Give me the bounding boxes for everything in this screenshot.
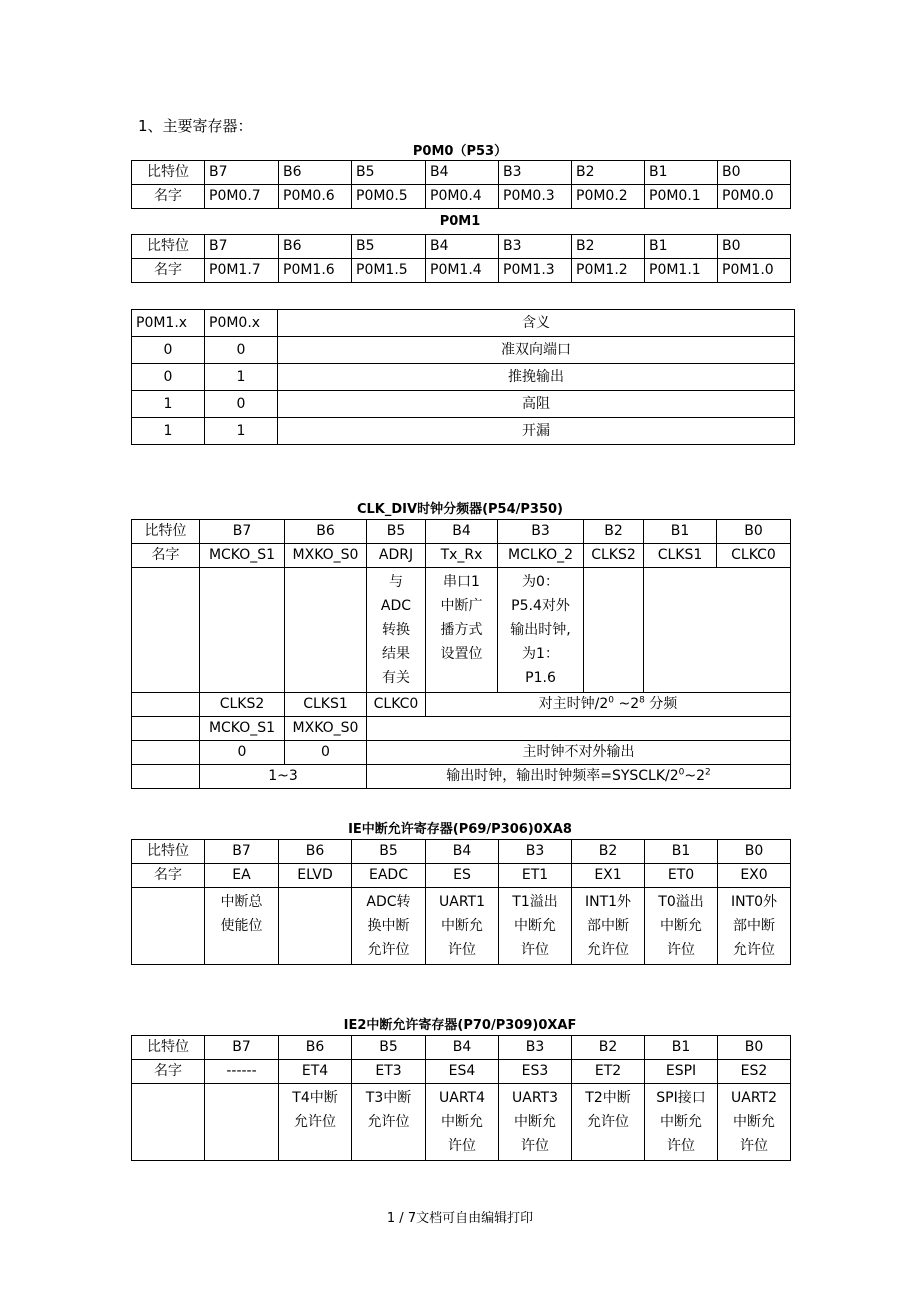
table-cell: B3	[498, 520, 584, 544]
table-cell: B1	[645, 235, 718, 259]
table-cell: P0M1.0	[718, 259, 791, 283]
table-cell: B5	[352, 161, 426, 185]
bit-description	[132, 1084, 205, 1161]
table-row	[132, 864, 791, 888]
section-heading: 1、主要寄存器：	[138, 117, 253, 135]
description-line: 结果	[382, 646, 410, 662]
table-cell: P0M0.5	[352, 185, 426, 209]
table-cell: B5	[352, 235, 426, 259]
table-cell: 推挽输出	[278, 364, 795, 391]
description-line: 许位	[448, 942, 476, 958]
table-row	[132, 185, 791, 209]
table-cell: P0M1.4	[426, 259, 499, 283]
bit-description	[426, 1084, 499, 1161]
ie-table	[131, 839, 791, 965]
desc-text: 分频	[644, 696, 678, 712]
table-cell: ET2	[572, 1060, 645, 1084]
exponent: 2	[705, 767, 711, 778]
table-cell	[132, 693, 200, 717]
row-label: 名字	[132, 185, 205, 209]
table-cell: 1~3	[200, 765, 367, 789]
table-cell: B2	[572, 235, 645, 259]
table-cell: B1	[645, 1036, 718, 1060]
description-line: 许位	[448, 1138, 476, 1154]
description-line: UART2	[731, 1090, 777, 1106]
description-line: ADC转	[366, 894, 411, 910]
table-cell: EA	[205, 864, 279, 888]
table-cell: B3	[499, 1036, 572, 1060]
txrx-desc	[426, 568, 498, 693]
table-cell: B3	[499, 161, 572, 185]
description-line: 允许位	[587, 942, 629, 958]
table-cell: P0M0.2	[572, 185, 645, 209]
table-row	[132, 888, 791, 965]
table-row	[132, 391, 795, 418]
table-cell: B5	[352, 840, 426, 864]
table-cell: P0M0.3	[499, 185, 572, 209]
description-line: 转换	[382, 622, 410, 638]
description-line: 设置位	[440, 646, 483, 662]
table-cell: ET4	[279, 1060, 352, 1084]
bit-description	[279, 888, 352, 965]
bit-description	[205, 1084, 279, 1161]
table-cell: P0M0.1	[645, 185, 718, 209]
description-line: 许位	[521, 1138, 549, 1154]
row-label: 比特位	[132, 840, 205, 864]
description-line: 允许位	[294, 1114, 336, 1130]
description-line: 使能位	[220, 918, 263, 934]
description-line: 有关	[382, 670, 410, 686]
table-row	[132, 259, 791, 283]
bit-description	[572, 1084, 645, 1161]
table-cell: ES2	[718, 1060, 791, 1084]
table-cell: 高阻	[278, 391, 795, 418]
table-cell	[132, 717, 200, 741]
bit-description	[426, 888, 499, 965]
description-line: T2中断	[585, 1090, 631, 1106]
p0m0-caption: P0M0（P53）	[412, 144, 508, 159]
description-line: INT1外	[584, 894, 632, 910]
table-cell: B5	[367, 520, 426, 544]
description-line: 许位	[667, 942, 695, 958]
desc-text: ~2	[684, 768, 706, 784]
table-cell: B0	[718, 235, 791, 259]
ie2-caption: IE2中断允许寄存器(P70/P309)0XAF	[343, 1018, 577, 1033]
description-line: 允许位	[733, 942, 775, 958]
table-cell: ------	[205, 1060, 279, 1084]
p0m1-caption: P0M1	[439, 214, 481, 229]
description-line: 换中断	[367, 918, 410, 934]
description-line: SPI接口	[656, 1090, 706, 1106]
table-row	[132, 364, 795, 391]
table-cell: 0	[285, 741, 367, 765]
table-cell: MCLKO_2	[498, 544, 584, 568]
table-cell: B6	[279, 161, 352, 185]
mode-table	[131, 309, 795, 445]
exponent: 8	[639, 695, 645, 706]
table-cell	[132, 765, 200, 789]
table-cell: P0M1.1	[645, 259, 718, 283]
desc-text: 对主时钟/2	[538, 696, 609, 712]
table-cell: P0M0.4	[426, 185, 499, 209]
table-cell: B1	[644, 520, 717, 544]
table-row	[132, 161, 791, 185]
table-cell: B0	[718, 161, 791, 185]
table-row	[132, 310, 795, 337]
table-cell: CLKS2	[200, 693, 285, 717]
table-cell: EX0	[718, 864, 791, 888]
adrj-desc	[367, 568, 426, 693]
table-cell	[644, 568, 717, 693]
description-line: 中断允	[660, 1114, 702, 1130]
description-line: 输出时钟,	[510, 622, 571, 638]
description-line: P1.6	[525, 670, 556, 686]
table-row	[132, 337, 795, 364]
description-line: 中断允	[514, 1114, 556, 1130]
table-cell: ES4	[426, 1060, 499, 1084]
bit-description	[205, 888, 279, 965]
ie2-table	[131, 1035, 791, 1161]
table-cell: EADC	[352, 864, 426, 888]
table-cell: ESPI	[645, 1060, 718, 1084]
clkdiv-caption: CLK_DIV时钟分频器(P54/P350)	[356, 502, 563, 517]
table-cell: P0M0.6	[279, 185, 352, 209]
table-cell: B7	[205, 840, 279, 864]
table-cell: B3	[499, 235, 572, 259]
description-line: 部中断	[587, 918, 629, 934]
table-cell: B2	[584, 520, 644, 544]
table-row	[132, 765, 791, 789]
table-cell: P0M1.2	[572, 259, 645, 283]
description-line: T0溢出	[658, 894, 704, 910]
description-line: 播方式	[440, 622, 483, 638]
description-line: INT0外	[730, 894, 778, 910]
table-cell: B4	[426, 1036, 499, 1060]
table-cell: CLKS1	[285, 693, 367, 717]
table-cell: ET1	[499, 864, 572, 888]
table-cell: 开漏	[278, 418, 795, 445]
table-row	[132, 693, 791, 717]
table-row	[132, 235, 791, 259]
description-line: ADC	[380, 598, 412, 614]
description-line: 中断总	[220, 894, 263, 910]
table-cell: B4	[426, 161, 499, 185]
exponent: 0	[678, 767, 685, 778]
description-line: 允许位	[367, 1114, 410, 1130]
bit-description	[352, 888, 426, 965]
table-row	[132, 568, 791, 693]
table-cell: B7	[205, 1036, 279, 1060]
table-cell: B2	[572, 1036, 645, 1060]
table-cell: ELVD	[279, 864, 352, 888]
table-cell: B6	[279, 840, 352, 864]
table-cell: B7	[205, 161, 279, 185]
table-cell: B2	[572, 161, 645, 185]
table-cell: B5	[352, 1036, 426, 1060]
table-cell: MCKO_S1	[200, 544, 285, 568]
table-cell: EX1	[572, 864, 645, 888]
table-cell: CLKC0	[367, 693, 426, 717]
description-line: UART3	[512, 1090, 558, 1106]
table-cell: 1	[132, 418, 205, 445]
bit-description	[132, 888, 205, 965]
description-line: UART1	[439, 894, 485, 910]
bit-description	[718, 888, 791, 965]
table-cell: ES	[426, 864, 499, 888]
table-cell: 0	[132, 364, 205, 391]
bit-description	[352, 1084, 426, 1161]
table-cell: 1	[132, 391, 205, 418]
table-cell: P0M1.7	[205, 259, 279, 283]
p0m0-table	[131, 160, 791, 209]
bit-description	[645, 1084, 718, 1161]
description-line: 中断广	[440, 598, 483, 614]
table-cell: ADRJ	[367, 544, 426, 568]
ie-caption: IE中断允许寄存器(P69/P306)0XA8	[348, 822, 572, 837]
table-cell: 0	[132, 337, 205, 364]
description-line: 为1：	[522, 646, 559, 662]
header-meaning: 含义	[278, 310, 795, 337]
description-line: 为0：	[522, 574, 559, 590]
description-line: P5.4对外	[511, 598, 570, 614]
desc-text: ~2	[614, 696, 640, 712]
description-line: 串口1	[443, 574, 480, 590]
table-cell: 1	[205, 418, 278, 445]
table-row	[132, 717, 791, 741]
table-cell	[367, 717, 791, 741]
description-line: 部中断	[733, 918, 775, 934]
table-cell: B4	[426, 840, 499, 864]
clock-output-freq-desc	[367, 765, 791, 789]
table-row	[132, 418, 795, 445]
exponent: 0	[608, 695, 615, 706]
description-line: 允许位	[587, 1114, 629, 1130]
table-cell: B6	[279, 1036, 352, 1060]
table-cell: B3	[499, 840, 572, 864]
description-line: 中断允	[660, 918, 702, 934]
row-label: 名字	[132, 864, 205, 888]
header-p0m1x: P0M1.x	[132, 310, 205, 337]
table-row	[132, 1084, 791, 1161]
table-cell	[584, 568, 644, 693]
bit-description	[499, 1084, 572, 1161]
bit-description	[718, 1084, 791, 1161]
row-label: 比特位	[132, 235, 205, 259]
description-line: UART4	[439, 1090, 485, 1106]
description-line: T4中断	[292, 1090, 338, 1106]
table-cell: B7	[205, 235, 279, 259]
table-cell: 1	[205, 364, 278, 391]
table-cell	[717, 568, 791, 693]
table-cell: B0	[718, 840, 791, 864]
row-label: 名字	[132, 1060, 205, 1084]
table-cell: CLKS1	[644, 544, 717, 568]
table-cell: P0M1.3	[499, 259, 572, 283]
table-cell: B6	[279, 235, 352, 259]
table-cell: ET3	[352, 1060, 426, 1084]
table-cell	[200, 568, 285, 693]
table-row	[132, 840, 791, 864]
table-cell: MXKO_S0	[285, 717, 367, 741]
table-cell: B1	[645, 161, 718, 185]
table-cell: 0	[205, 391, 278, 418]
header-p0m0x: P0M0.x	[205, 310, 278, 337]
clkdiv-table	[131, 519, 791, 789]
table-row	[132, 1036, 791, 1060]
table-cell: ET0	[645, 864, 718, 888]
bit-description	[572, 888, 645, 965]
table-cell: MXKO_S0	[285, 544, 367, 568]
row-label: 名字	[132, 544, 200, 568]
table-cell: B4	[426, 520, 498, 544]
description-line: 许位	[667, 1138, 695, 1154]
table-cell: P0M0.0	[718, 185, 791, 209]
table-cell: 0	[200, 741, 285, 765]
p0m1-table	[131, 234, 791, 283]
clk-divide-desc	[426, 693, 791, 717]
table-cell: P0M1.6	[279, 259, 352, 283]
bit-description	[645, 888, 718, 965]
description-line: 许位	[740, 1138, 768, 1154]
description-line: 中断允	[733, 1114, 775, 1130]
description-line: 中断允	[441, 1114, 483, 1130]
table-row	[132, 544, 791, 568]
description-line: T3中断	[365, 1090, 412, 1106]
table-cell: B4	[426, 235, 499, 259]
bit-description	[279, 1084, 352, 1161]
table-cell: 准双向端口	[278, 337, 795, 364]
row-label: 比特位	[132, 1036, 205, 1060]
table-cell	[285, 568, 367, 693]
row-label: 比特位	[132, 520, 200, 544]
bit-description	[499, 888, 572, 965]
table-cell: CLKC0	[717, 544, 791, 568]
page-footer: 1 / 7文档可自由编辑打印	[386, 1211, 534, 1226]
table-cell: B0	[718, 1036, 791, 1060]
table-cell: B6	[285, 520, 367, 544]
description-line: 许位	[521, 942, 549, 958]
mclko-desc	[498, 568, 584, 693]
description-line: 中断允	[514, 918, 556, 934]
desc-text: 输出时钟，输出时钟频率=SYSCLK/2	[446, 768, 679, 784]
table-cell: P0M0.7	[205, 185, 279, 209]
table-cell: B2	[572, 840, 645, 864]
table-cell: ES3	[499, 1060, 572, 1084]
table-cell: 0	[205, 337, 278, 364]
row-label: 名字	[132, 259, 205, 283]
table-row	[132, 741, 791, 765]
description-line: 中断允	[441, 918, 483, 934]
table-cell	[132, 568, 200, 693]
no-clock-output-desc: 主时钟不对外输出	[367, 741, 791, 765]
table-cell: CLKS2	[584, 544, 644, 568]
table-cell: Tx_Rx	[426, 544, 498, 568]
table-cell: P0M1.5	[352, 259, 426, 283]
description-line: 允许位	[367, 942, 410, 958]
table-cell: B1	[645, 840, 718, 864]
table-row	[132, 1060, 791, 1084]
description-line: 与	[389, 574, 403, 590]
table-cell: B7	[200, 520, 285, 544]
table-cell: MCKO_S1	[200, 717, 285, 741]
table-cell	[132, 741, 200, 765]
table-row	[132, 520, 791, 544]
table-cell: B0	[717, 520, 791, 544]
description-line: T1溢出	[512, 894, 558, 910]
row-label: 比特位	[132, 161, 205, 185]
